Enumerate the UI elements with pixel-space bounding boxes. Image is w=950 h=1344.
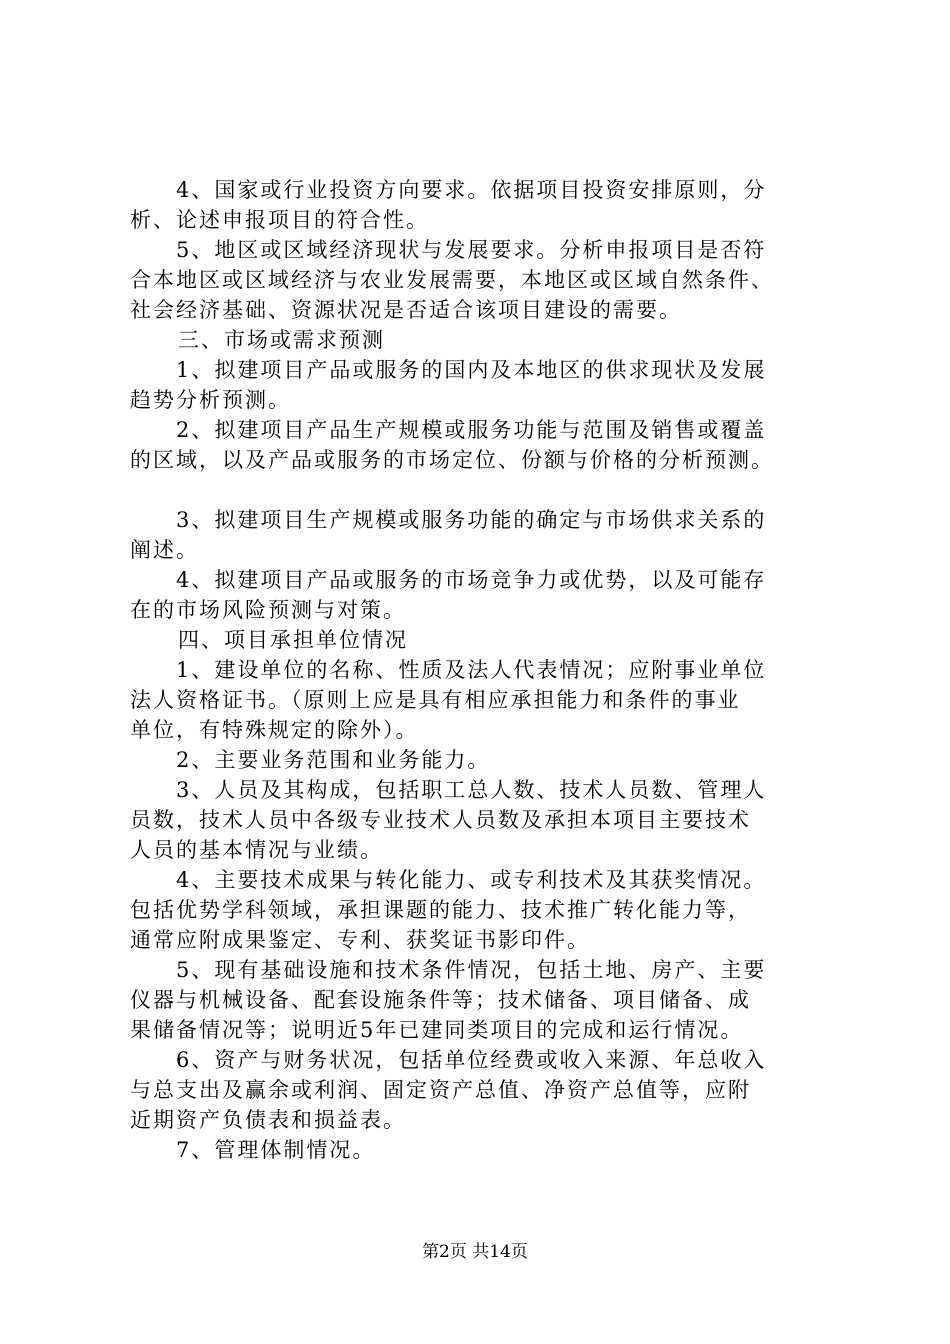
paragraph-line: 6、资产与财务状况，包括单位经费或收入来源、年总收入 — [176, 1048, 767, 1072]
paragraph-line: 合本地区或区域经济与农业发展需要，本地区或区域自然条件、 — [130, 268, 774, 292]
paragraph-line: 趋势分析预测。 — [130, 388, 291, 412]
paragraph-line: 1、建设单位的名称、性质及法人代表情况；应附事业单位 — [176, 658, 767, 682]
paragraph-line: 通常应附成果鉴定、专利、获奖证书影印件。 — [130, 928, 590, 952]
paragraph-line: 人员的基本情况与业绩。 — [130, 838, 383, 862]
paragraph-line: 单位，有特殊规定的除外）。 — [130, 718, 419, 742]
paragraph-line: 1、拟建项目产品或服务的国内及本地区的供求现状及发展 — [176, 358, 767, 382]
paragraph-line: 社会经济基础、资源状况是否适合该项目建设的需要。 — [130, 298, 682, 322]
paragraph-line: 果储备情况等；说明近5年已建同类项目的完成和运行情况。 — [130, 1018, 744, 1042]
paragraph-line: 法人资格证书。（原则上应是具有相应承担能力和条件的事业 — [130, 688, 741, 712]
paragraph-line: 在的市场风险预测与对策。 — [130, 598, 406, 622]
section-heading: 三、市场或需求预测 — [178, 328, 385, 352]
paragraph-line: 4、主要技术成果与转化能力、或专利技术及其获奖情况。 — [176, 868, 767, 892]
page-footer: 第2页 共14页 — [422, 1242, 528, 1262]
paragraph-line: 仪器与机械设备、配套设施条件等；技术储备、项目储备、成 — [130, 988, 751, 1012]
paragraph-line: 2、拟建项目产品生产规模或服务功能与范围及销售或覆盖 — [176, 418, 767, 442]
paragraph-line: 阐述。 — [130, 538, 199, 562]
paragraph-line: 的区域，以及产品或服务的市场定位、份额与价格的分析预测。 — [130, 448, 774, 472]
paragraph-line: 3、人员及其构成，包括职工总人数、技术人员数、管理人 — [176, 778, 767, 802]
paragraph-line: 与总支出及赢余或利润、固定资产总值、净资产总值等，应附 — [130, 1078, 751, 1102]
paragraph-line: 5、地区或区域经济现状与发展要求。分析申报项目是否符 — [176, 238, 767, 262]
paragraph-line: 4、拟建项目产品或服务的市场竞争力或优势，以及可能存 — [176, 568, 767, 592]
paragraph-line: 员数，技术人员中各级专业技术人员数及承担本项目主要技术 — [130, 808, 751, 832]
paragraph-line: 2、主要业务范围和业务能力。 — [176, 748, 491, 772]
paragraph-line: 5、现有基础设施和技术条件情况，包括土地、房产、主要 — [176, 958, 767, 982]
blank-line — [130, 475, 830, 505]
paragraph-line: 包括优势学科领域，承担课题的能力、技术推广转化能力等， — [130, 898, 751, 922]
paragraph-line: 4、国家或行业投资方向要求。依据项目投资安排原则，分 — [176, 178, 767, 202]
section-heading: 四、项目承担单位情况 — [178, 628, 408, 652]
paragraph-line: 近期资产负债表和损益表。 — [130, 1108, 406, 1132]
paragraph-line: 析、论述申报项目的符合性。 — [130, 208, 429, 232]
paragraph-line: 7、管理体制情况。 — [176, 1138, 376, 1162]
paragraph-line: 3、拟建项目生产规模或服务功能的确定与市场供求关系的 — [176, 508, 767, 532]
document-body — [130, 175, 830, 1165]
